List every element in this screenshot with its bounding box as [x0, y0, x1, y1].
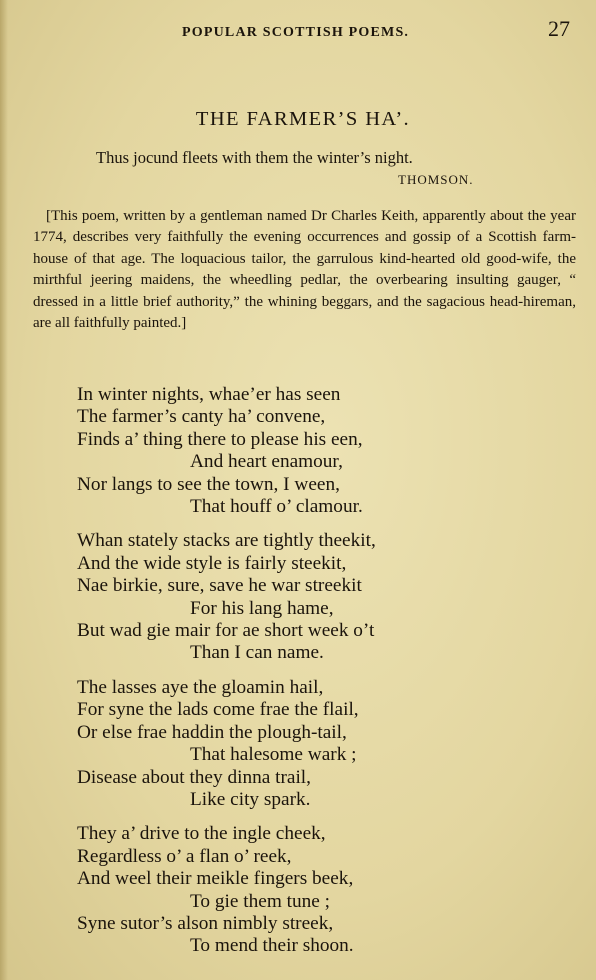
poem-title: THE FARMER’S HA’.: [195, 108, 411, 130]
epigraph-author: THOMSON.: [398, 172, 474, 187]
verse-line: And weel their meikle fingers beek,: [77, 868, 354, 890]
verse-line: They a’ drive to the ingle cheek,: [77, 823, 326, 845]
intro-note: [This poem, written by a gentleman named Dr Charles Keith, apparently about the year 1774, describes very faithfully the evening occurrences and gossip of a Scottish farm-house of that age. The loquacious tailor, the garrulous kind-hearted old good-wife, the mirthful jeering maidens, the wheedling pedlar, the overbearing insulting gauger, “ dressed in a little brief authority,” the whining beggars, and the sagacious head-hireman, are all faithfully painted.]: [33, 208, 576, 332]
verse-line: Or else frae haddin the plough-tail,: [77, 721, 347, 743]
verse-line: Finds a’ thing there to please his een,: [77, 428, 363, 450]
verse-line: The lasses aye the gloamin hail,: [77, 676, 324, 698]
running-head: [0, 16, 596, 46]
verse-line-indented: To gie them tune ;: [190, 890, 331, 912]
verse-line-indented: Than I can name.: [190, 642, 324, 664]
verse-line-indented: Like city spark.: [190, 788, 311, 810]
stanza: [77, 530, 557, 664]
verse-line: Regardless o’ a flan o’ reek,: [77, 845, 292, 867]
verse-line-indented: That houff o’ clamour.: [190, 496, 363, 518]
verse-line: But wad gie mair for ae short week o’t: [77, 620, 375, 642]
verse-line: The farmer’s canty ha’ convene,: [77, 406, 326, 428]
verse-line: Disease about they dinna trail,: [77, 766, 311, 788]
page-edge-shadow: [0, 0, 8, 980]
verse-line: And the wide style is fairly steekit,: [77, 552, 347, 574]
page-number: 27: [548, 16, 570, 41]
verse-line-indented: That halesome wark ;: [190, 744, 357, 766]
verse-line: Nor langs to see the town, I ween,: [77, 473, 340, 495]
verse-line-indented: For his lang hame,: [190, 597, 334, 619]
stanza: [77, 384, 557, 518]
stanza: [77, 823, 557, 957]
stanza: [77, 677, 557, 811]
verse-line: In winter nights, whae’er has seen: [77, 384, 341, 405]
verse-line-indented: To mend their shoon.: [190, 935, 354, 957]
verse-line-indented: And heart enamour,: [190, 451, 343, 473]
verse-line: Whan stately stacks are tightly theekit,: [77, 530, 376, 552]
epigraph: Thus jocund fleets with them the winter’s night.: [96, 148, 413, 167]
verse-line: Syne sutor’s alson nimbly streek,: [77, 912, 334, 934]
running-head-title: POPULAR SCOTTISH POEMS.: [182, 25, 410, 40]
verse-line: Nae birkie, sure, save he war streekit: [77, 575, 362, 597]
verse-line: For syne the lads come frae the flail,: [77, 699, 359, 721]
poem-body: [77, 384, 557, 970]
